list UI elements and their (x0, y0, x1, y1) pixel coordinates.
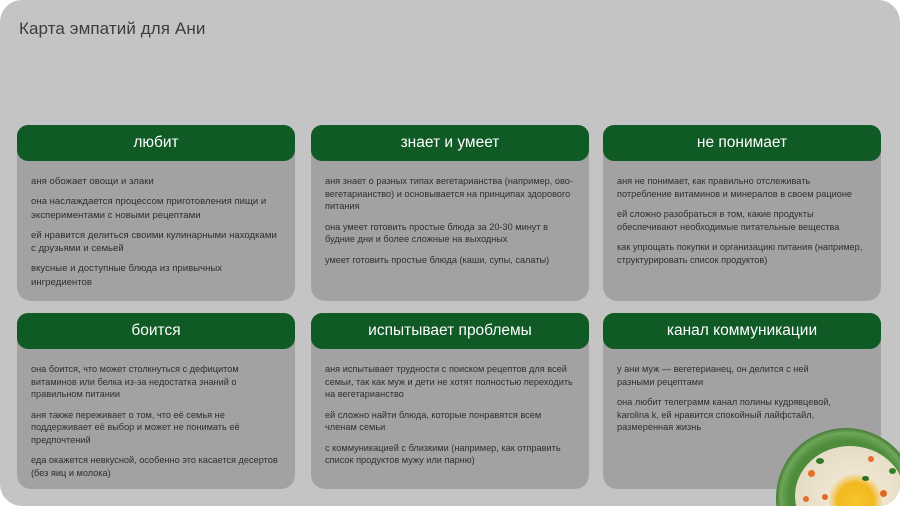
list-item: она боится, что может столкнуться с дефицитом витаминов или белка из-за недостатка знаний о правильном питании (31, 364, 239, 399)
list-item: аня не понимает, как правильно отслеживать потребление витаминов и минералов в своем рационе (617, 176, 853, 199)
card-knows (311, 125, 589, 301)
card-header-knows: знает и умеет (311, 125, 589, 161)
list-item: ей сложно найти блюда, которые понравятся всем членам семьи (325, 409, 542, 432)
card-header-does-not-understand: не понимает (603, 125, 881, 161)
list-item: аня обожает овощи и злаки (31, 176, 154, 187)
list-item: аня знает о разных типах вегетарианства (например, ово-вегетарианство) и основывается на принципах здорового питания (325, 176, 573, 211)
herb-leaf (816, 458, 824, 464)
card-body-fears (17, 349, 295, 479)
card-header-problems: испытывает проблемы (311, 313, 589, 349)
card-fears (17, 313, 295, 489)
card-header-communication-channel: канал коммуникации (603, 313, 881, 349)
list-item: с коммуникацией с близкими (например, как отправить список продуктов мужу или парню) (325, 442, 561, 465)
list-item: умеет готовить простые блюда (каши, супы, салаты) (325, 254, 550, 265)
list-item: вкусные и доступные блюда из привычных ингредиентов (31, 263, 223, 288)
card-body-problems (311, 349, 589, 467)
list-item: ей сложно разобраться в том, какие продукты обеспечивают необходимые питательные вещества (617, 209, 840, 232)
list-item: она наслаждается процессом приготовления пищи и экспериментами с новыми рецептами (31, 196, 267, 221)
card-body-likes (17, 161, 295, 289)
carrot-piece (822, 494, 828, 500)
herb-leaf (862, 476, 869, 481)
list-item: как упрощать покупки и организацию питания (например, структурировать список продуктов) (617, 242, 863, 265)
herb-leaf (889, 468, 896, 474)
list-item: еда окажется невкусной, особенно это касается десертов (без яиц и молока) (31, 455, 278, 478)
card-body-does-not-understand (603, 161, 881, 266)
page-title: Карта эмпатий для Ани (19, 19, 206, 38)
card-header-fears: боится (17, 313, 295, 349)
list-item: она любит телеграмм канал полины кудрявцевой, karolina k, ей нравится спокойный лайфстайл, размеренная жизнь (617, 397, 831, 432)
carrot-piece (808, 470, 815, 477)
card-problems (311, 313, 589, 489)
card-header-likes: любит (17, 125, 295, 161)
card-does-not-understand (603, 125, 881, 301)
list-item: аня испытывает трудности с поиском рецептов для всей семьи, так как муж и дети не хотят полностью переходить на вегетарианство (325, 364, 573, 399)
card-body-communication-channel (603, 349, 881, 434)
list-item: ей нравится делиться своими кулинарными находками с друзьями и семьей (31, 229, 277, 255)
carrot-piece (868, 456, 874, 462)
carrot-piece (803, 496, 809, 502)
list-item: у ани муж — вегетерианец, он делится с ней разными рецептами (617, 364, 809, 387)
card-body-knows (311, 161, 589, 266)
list-item: аня также переживает о том, что её семья не поддерживает её выбор и может не понимать её предпочтений (31, 409, 240, 445)
carrot-piece (880, 490, 887, 497)
list-item: она умеет готовить простые блюда за 20-30 минут в будние дни и более сложные на выходных (325, 221, 549, 244)
card-likes (17, 125, 295, 301)
